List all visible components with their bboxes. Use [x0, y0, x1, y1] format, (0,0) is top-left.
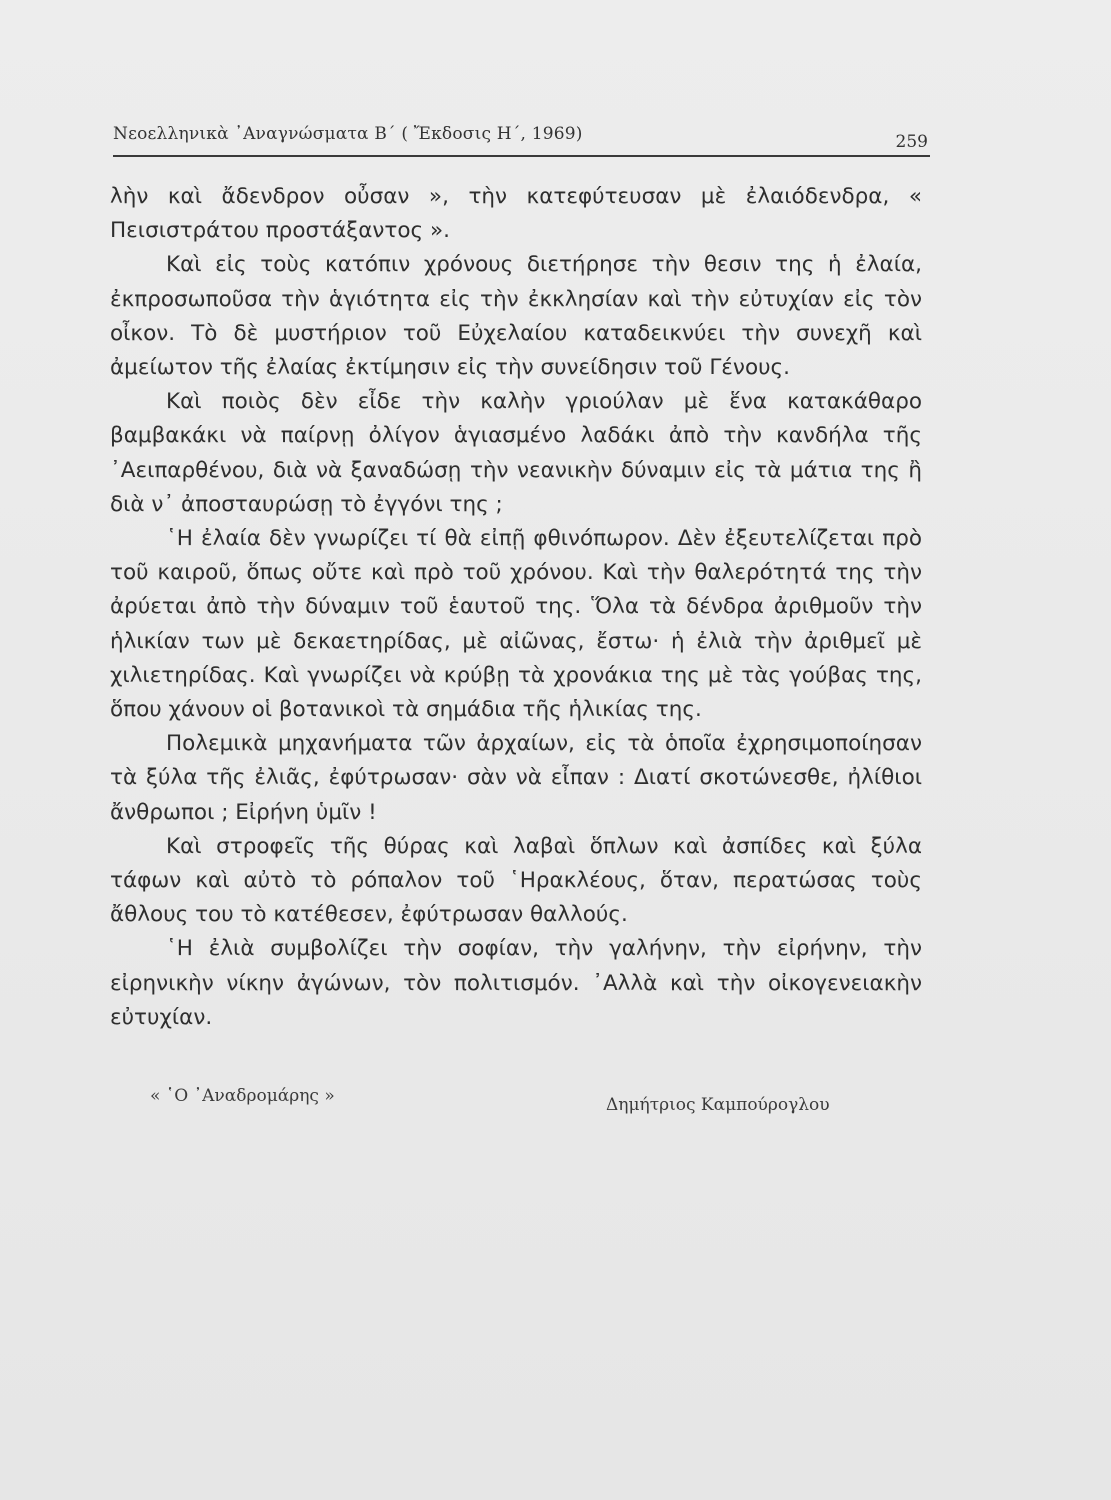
header-title: Νεοελληνικὰ ᾿Αναγνώσματα Β΄ ( Ἔκδοσις Η΄, 1969) — [113, 124, 583, 144]
author-name: Δημήτριος Καμπούρογλου — [606, 1095, 830, 1115]
paragraph-6: Καὶ στροφεῖς τῆς θύρας καὶ λαβαὶ ὅπλων καὶ ἀσπίδες καὶ ξύλα τάφων καὶ αὐτὸ τὸ ρόπαλον τοῦ ῾Ηρακλέους, ὅταν, περατώσας τοὺς ἄθλους του τὸ κατέθεσεν, ἐφύτρωσαν θαλλούς. — [110, 833, 922, 928]
paragraph-1: λὴν καὶ ἄδενδρον οὖσαν », τὴν κατεφύτευσαν μὲ ἐλαιόδενδρα, « Πεισιστράτου προστάξαντος ». — [110, 184, 922, 244]
running-header — [113, 122, 930, 154]
header-rule — [113, 155, 930, 157]
paragraph-3: Καὶ ποιὸς δὲν εἶδε τὴν καλὴν γριούλαν μὲ ἕνα κατακάθαρο βαμβακάκι νὰ παίρνῃ ὀλίγον ἁγιασμένο λαδάκι ἀπὸ τὴν κανδήλα τῆς ᾿Αειπαρθένου, διὰ νὰ ξαναδώσῃ τὴν νεανικὴν δύναμιν εἰς τὰ μάτια της ἢ διὰ ν᾿ ἀποσταυρώσῃ τὸ ἐγγόνι της ; — [110, 389, 922, 517]
paragraph-7: ῾Η ἐλιὰ συμβολίζει τὴν σοφίαν, τὴν γαλήνην, τὴν εἰρήνην, τὴν εἰρηνικὴν νίκην ἀγώνων, τὸν πολιτισμόν. ᾿Αλλὰ καὶ τὴν οἰκογενειακὴν εὐτυχίαν. — [110, 936, 922, 1030]
paragraph-5: Πολεμικὰ μηχανήματα τῶν ἀρχαίων, εἰς τὰ ὁποῖα ἐχρησιμοποίησαν τὰ ξύλα τῆς ἐλιᾶς, ἐφύτρωσαν· σὰν νὰ εἶπαν : Διατί σκοτώνεσθε, ἠλίθιοι ἄνθρωποι ; Εἰρήνη ὑμῖν ! — [110, 731, 922, 825]
paragraph-2: Καὶ εἰς τοὺς κατόπιν χρόνους διετήρησε τὴν θεσιν της ἡ ἐλαία, ἐκπροσωποῦσα τὴν ἁγιότητα εἰς τὴν ἐκκλησίαν καὶ τὴν εὐτυχίαν εἰς τὸν οἶκον. Τὸ δὲ μυστήριον τοῦ Εὐχελαίου καταδεικνύει τὴν συνεχῆ καὶ ἀμείωτον τῆς ἐλαίας ἐκτίμησιν εἰς τὴν συνείδησιν τοῦ Γένους. — [110, 252, 922, 381]
paragraph-4: ῾Η ἐλαία δὲν γνωρίζει τί θὰ εἰπῇ φθινόπωρον. Δὲν ἐξευτελίζεται πρὸ τοῦ καιροῦ, ὅπως οὔτε καὶ πρὸ τοῦ χρόνου. Καὶ τὴν θαλερότητά της τὴν ἀρύεται ἀπὸ τὴν δύναμιν τοῦ ἑαυτοῦ της. Ὅλα τὰ δένδρα ἀριθμοῦν τὴν ἡλικίαν των μὲ δεκαετηρίδας, μὲ αἰῶνας, ἔστω· ἡ ἐλιὰ τὴν ἀριθμεῖ μὲ χιλιετηρίδας. Καὶ γνωρίζει νὰ κρύβῃ τὰ χρονάκια της μὲ τὰς γούβας της, ὅπου χάνουν οἱ βοτανικοὶ τὰ σημάδια τῆς ἡλικίας της. — [110, 526, 922, 723]
page-number: 259 — [895, 132, 928, 152]
source-citation: « ῾Ο ᾿Αναδρομάρης » — [150, 1086, 335, 1106]
body-text — [110, 180, 922, 1035]
